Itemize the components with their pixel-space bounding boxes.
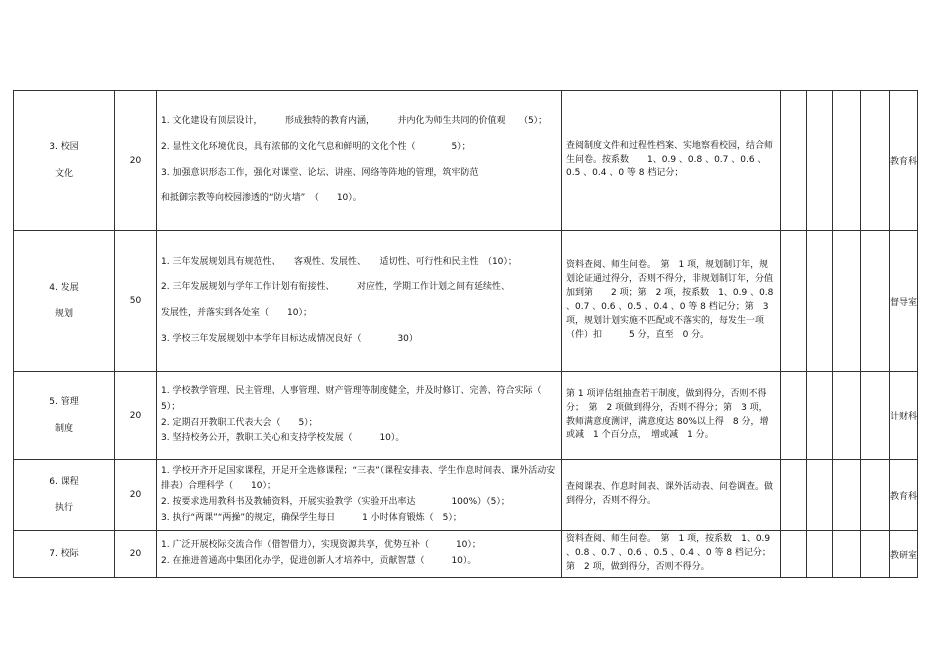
dept-cell: 教育科 (890, 91, 918, 231)
blank-cell (833, 460, 861, 531)
blank-cell (861, 91, 890, 231)
score-cell: 20 (115, 460, 157, 531)
blank-cell (807, 460, 833, 531)
standard-item: 3. 加强意识形态工作，强化对课堂、论坛、讲座、网络等阵地的管理，筑牢防范 (161, 167, 479, 178)
standard-item: 3. 执行“两课”“两操”的规定，确保学生每日 1 小时体育锻炼（ 5）； (161, 512, 462, 523)
score-cell: 20 (115, 372, 157, 460)
item-line: 制度 (54, 423, 73, 434)
standard-item: 2. 定期召开教职工代表大会（ 5）； (161, 417, 318, 428)
blank-cell (861, 231, 890, 372)
table-row (14, 460, 918, 531)
item-cell (14, 91, 115, 231)
blank-cell (833, 231, 861, 372)
standards-cell (157, 372, 562, 460)
standards-cell (157, 91, 562, 231)
item-cell (14, 372, 115, 460)
standard-item: 2. 按要求选用教科书及教辅资料，开展实验教学（实验开出率达 100%）（5）； (161, 497, 510, 507)
score-cell: 20 (115, 531, 157, 578)
blank-cell (781, 460, 807, 531)
standard-item: 3. 坚持校务公开，教职工关心和支持学校发展（ 10）。 (161, 433, 405, 444)
table-row (14, 231, 918, 372)
item-cell (14, 231, 115, 372)
standards-cell (157, 531, 562, 578)
item-line: 规划 (54, 309, 73, 319)
blank-cell (861, 372, 890, 460)
standard-item: 1. 三年发展规划具有规范性、 客观性、发展性、 适切性、可行性和民主性 （10）； (161, 256, 517, 267)
score-cell: 20 (115, 91, 157, 231)
dept-cell: 教育科 (890, 460, 918, 531)
blank-cell (807, 231, 833, 372)
item-line: 6. 课程 (49, 476, 79, 487)
standard-item: 3. 学校三年发展规划中本学年目标达成情况良好（ 30） (161, 333, 418, 344)
table-row (14, 91, 918, 231)
standard-item: 1. 学校教学管理、民主管理、人事管理、财产管理等制度健全，并及时修订、完善、符合实际（ 5）； (161, 386, 551, 412)
blank-cell (781, 91, 807, 231)
standard-item: 2. 在推进普通高中集团化办学，促进创新人才培养中，贡献智慧（ 10）。 (161, 556, 477, 566)
blank-cell (807, 531, 833, 578)
method-cell: 资料查阅、师生问卷。 第 1 项，规划制订年，规划论证通过得分，否则不得分，非规划制订年，分值加到第 2 项；第 2 项，按系数 1、0.9 、0.8 、0.7 、0.6 、0.5 、0.4 、0 等 8 档记分；第 3 项，规划计划实施不匹配或不落实的，每发生一项（件）扣 5 分，直至 0 分。 (562, 231, 781, 372)
item-line: 3. 校园 (49, 142, 79, 153)
dept-cell: 教研室 (890, 531, 918, 578)
dept-cell: 督导室 (890, 231, 918, 372)
blank-cell (833, 372, 861, 460)
blank-cell (833, 91, 861, 231)
standards-cell (157, 231, 562, 372)
standard-item: 和抵御宗教等向校园渗透的“防火墙” （ 10）。 (161, 193, 362, 204)
standard-item: 1. 广泛开展校际交流合作（借智借力），实现资源共享，优势互补（ 10）； (161, 540, 481, 551)
item-cell (14, 531, 115, 578)
blank-cell (781, 231, 807, 372)
blank-cell (807, 372, 833, 460)
dept-cell: 计财科 (890, 372, 918, 460)
item-line: 7. 校际 (49, 548, 79, 559)
blank-cell (807, 91, 833, 231)
standard-item: 1. 文化建设有顶层设计， 形成独特的教育内涵， 并内化为师生共同的价值观 （5）； (161, 116, 548, 126)
item-line: 文化 (54, 168, 73, 179)
standard-item: 2. 三年发展规划与学年工作计划有衔接性、 对应性，学期工作计划之间有延续性、 (161, 282, 510, 293)
method-cell: 查阅制度文件和过程性档案、实地察看校园，结合师生问卷。按系数 1、0.9 、0.8 、0.7 、0.6 、0.5 、0.4 、0 等 8 档记分； (562, 91, 781, 231)
method-cell: 第 1 项评估组抽查若干制度，做到得分，否则不得分； 第 2 项做到得分，否则不得分；第 3 项，教师满意度测评，满意度达 80%以上得 8 分，增或减 1 个百分点， 增或减 1 分。 (562, 372, 781, 460)
method-cell: 查阅课表、作息时间表、课外活动表、问卷调查。做到得分，否则不得分。 (562, 460, 781, 531)
standard-item: 发展性，并落实到各处室（ 10）； (161, 308, 312, 318)
blank-cell (781, 531, 807, 578)
standards-cell (157, 460, 562, 531)
score-cell: 50 (115, 231, 157, 372)
item-line: 5. 管理 (49, 397, 79, 408)
item-line: 执行 (54, 503, 73, 513)
method-cell: 资料查阅、师生问卷。 第 1 项，按系数 1、0.9 、0.8 、0.7 、0.6 、0.5 、0.4 、0 等 8 档记分；第 2 项，做到得分，否则不得分。 (562, 531, 781, 578)
standard-item: 2. 显性文化环境优良，具有浓郁的文化气息和鲜明的文化个性（ 5）； (161, 141, 471, 152)
blank-cell (861, 460, 890, 531)
table-row (14, 531, 918, 578)
blank-cell (833, 531, 861, 578)
standard-item: 1. 学校开齐开足国家课程，开足开全选修课程；“三表”（课程安排表、学生作息时间表、课外活动安排表）合理科学（ 10）； (161, 465, 556, 492)
blank-cell (781, 372, 807, 460)
item-cell (14, 460, 115, 531)
item-line: 4. 发展 (49, 282, 79, 293)
evaluation-table (13, 90, 918, 578)
table-row (14, 372, 918, 460)
blank-cell (861, 531, 890, 578)
